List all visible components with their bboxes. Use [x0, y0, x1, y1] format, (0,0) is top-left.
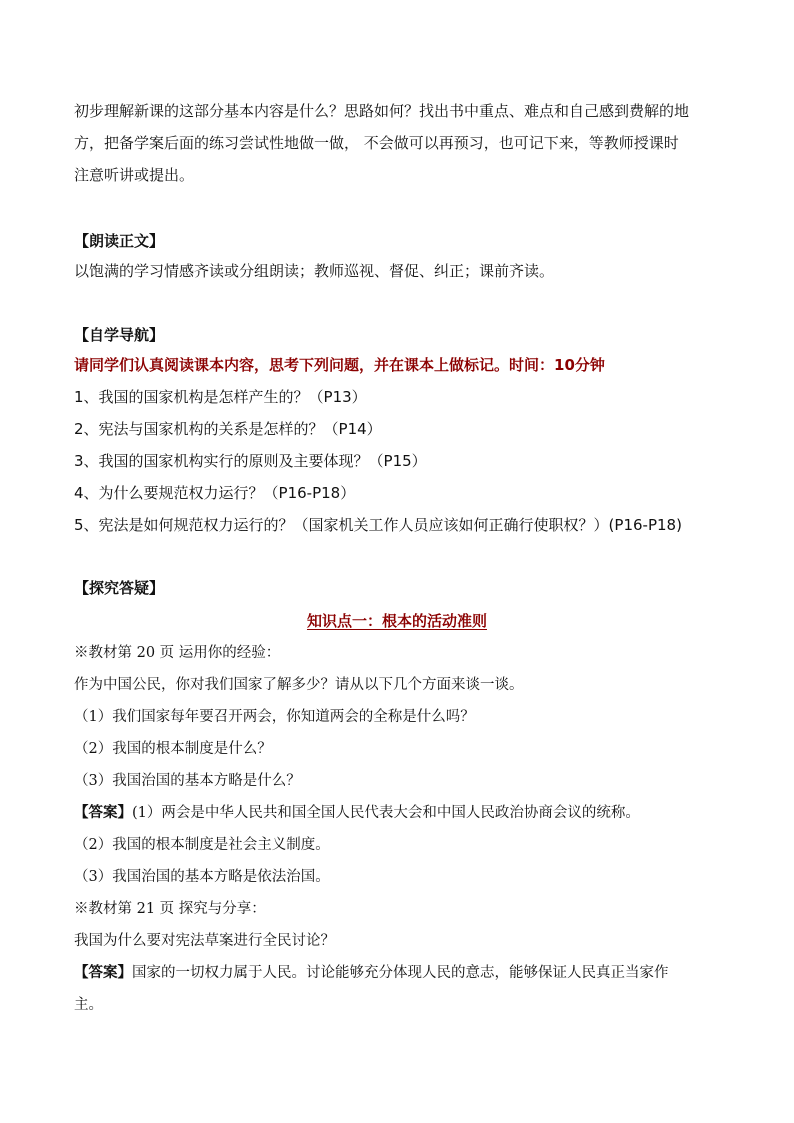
reading-text: 以饱满的学习情感齐读或分组朗读；教师巡视、督促、纠正；课前齐读。: [74, 262, 555, 280]
knowledge-point-title: [0, 610, 794, 631]
answer-2-line-1: [74, 963, 669, 983]
textbook-ref-20: ※教材第 20 页 运用你的经验：: [74, 645, 281, 661]
question-4: 4、为什么要规范权力运行？（P16-P18）: [74, 484, 356, 502]
intro-line-1: 初步理解新课的这部分基本内容是什么？思路如何？找出书中重点、难点和自己感到费解的地: [74, 102, 690, 120]
reading-heading: 【朗读正文】: [74, 232, 165, 250]
inquiry-item-2: （2）我国的根本制度是什么？: [74, 741, 272, 757]
question-2: 2、宪法与国家机构的关系是怎样的？（P14）: [74, 420, 382, 438]
textbook-ref-21: ※教材第 21 页 探究与分享：: [74, 901, 266, 917]
answer-1-text: (1）两会是中华人民共和国全国人民代表大会和中国人民政治协商会议的统称。: [132, 805, 640, 821]
answer-2-line-2: 主。: [74, 997, 103, 1013]
answer-1-tag: 【答案】: [74, 804, 132, 821]
answer-1-line-3: （3）我国治国的基本方略是依法治国。: [74, 869, 330, 885]
inquiry-item-1: （1）我们国家每年要召开两会，你知道两会的全称是什么吗？: [74, 709, 475, 725]
inquiry-question-2: 我国为什么要对宪法草案进行全民讨论？: [74, 933, 335, 949]
knowledge-point-text: 知识点一：根本的活动准则: [306, 612, 487, 630]
inquiry-heading: 【探究答疑】: [74, 579, 165, 597]
question-3: 3、我国的国家机构实行的原则及主要体现？（P15）: [74, 452, 427, 470]
answer-1-line-1: [74, 803, 640, 823]
answer-2-text: 国家的一切权力属于人民。讨论能够充分体现人民的意志，能够保证人民真正当家作: [132, 965, 669, 981]
self-study-heading: 【自学导航】: [74, 326, 165, 344]
intro-line-2: 方，把备学案后面的练习尝试性地做一做， 不会做可以再预习，也可记下来，等教师授课时: [74, 134, 679, 152]
answer-1-line-2: （2）我国的根本制度是社会主义制度。: [74, 837, 330, 853]
answer-2-tag: 【答案】: [74, 964, 132, 981]
intro-line-3: 注意听讲或提出。: [74, 166, 195, 184]
question-5: 5、宪法是如何规范权力运行的？（国家机关工作人员应该如何正确行使职权？）(P16-P18): [74, 516, 682, 534]
inquiry-prompt: 作为中国公民，你对我们国家了解多少？请从以下几个方面来谈一谈。: [74, 677, 524, 693]
question-1: 1、我国的国家机构是怎样产生的？（P13）: [74, 388, 367, 406]
self-study-instruction: 请同学们认真阅读课本内容，思考下列问题，并在课本上做标记。时间：10分钟: [74, 356, 605, 374]
inquiry-item-3: （3）我国治国的基本方略是什么？: [74, 773, 301, 789]
